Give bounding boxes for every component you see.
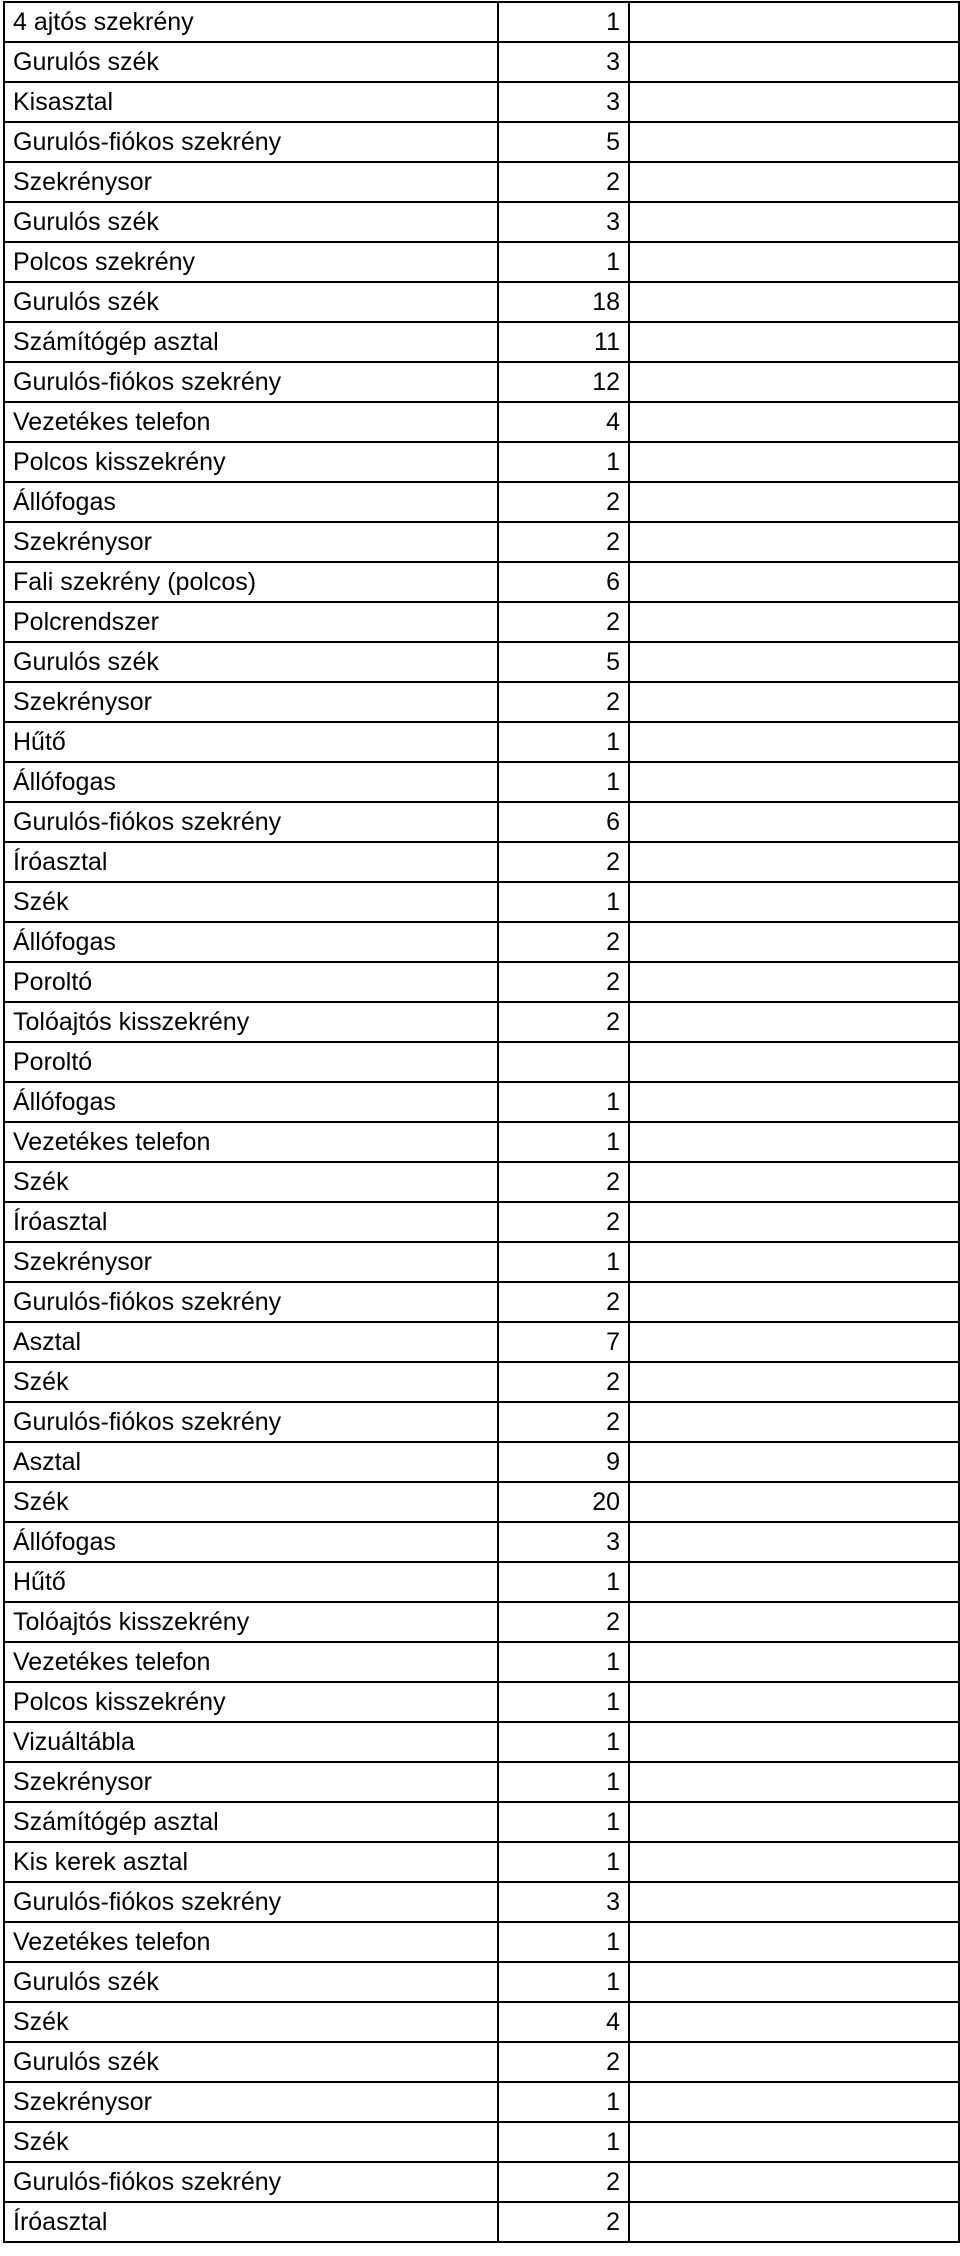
table-row: [4, 682, 959, 722]
quantity-cell[interactable]: 6: [498, 802, 629, 842]
empty-cell[interactable]: [629, 2042, 959, 2082]
quantity-cell[interactable]: 1: [498, 1802, 629, 1842]
quantity-cell[interactable]: 1: [498, 722, 629, 762]
table-row: [4, 82, 959, 122]
table-row: [4, 282, 959, 322]
item-name-cell[interactable]: Poroltó: [4, 962, 498, 1002]
quantity-cell[interactable]: 1: [498, 1842, 629, 1882]
item-name-cell[interactable]: 4 ajtós szekrény: [4, 2, 498, 42]
empty-cell[interactable]: [629, 42, 959, 82]
empty-cell[interactable]: [629, 562, 959, 602]
table-row: [4, 402, 959, 442]
table-row: [4, 1802, 959, 1842]
item-name-cell[interactable]: Szék: [4, 2122, 498, 2162]
table-row: [4, 2122, 959, 2162]
item-name-cell[interactable]: Vizuáltábla: [4, 1722, 498, 1762]
quantity-cell[interactable]: [498, 1042, 629, 1082]
table-row: [4, 2002, 959, 2042]
empty-cell[interactable]: [629, 202, 959, 242]
table-row: [4, 362, 959, 402]
quantity-cell[interactable]: 2: [498, 1362, 629, 1402]
quantity-cell[interactable]: 2: [498, 2042, 629, 2082]
item-name-cell[interactable]: Szék: [4, 1162, 498, 1202]
quantity-cell[interactable]: 5: [498, 642, 629, 682]
table-row: [4, 762, 959, 802]
item-name-cell[interactable]: Gurulós szék: [4, 202, 498, 242]
empty-cell[interactable]: [629, 1082, 959, 1122]
table-row: [4, 1042, 959, 1082]
item-name-cell[interactable]: Állófogas: [4, 1082, 498, 1122]
empty-cell[interactable]: [629, 2002, 959, 2042]
empty-cell[interactable]: [629, 1962, 959, 2002]
quantity-cell[interactable]: 2: [498, 162, 629, 202]
empty-cell[interactable]: [629, 1362, 959, 1402]
quantity-cell[interactable]: 1: [498, 1762, 629, 1802]
empty-cell[interactable]: [629, 1682, 959, 1722]
table-row: [4, 1082, 959, 1122]
empty-cell[interactable]: [629, 1042, 959, 1082]
quantity-cell[interactable]: 2: [498, 682, 629, 722]
quantity-cell[interactable]: 2: [498, 1602, 629, 1642]
item-name-cell[interactable]: Gurulós szék: [4, 2042, 498, 2082]
quantity-cell[interactable]: 7: [498, 1322, 629, 1362]
quantity-cell[interactable]: 1: [498, 2122, 629, 2162]
quantity-cell[interactable]: 2: [498, 842, 629, 882]
table-row: [4, 1202, 959, 1242]
table-row: [4, 1522, 959, 1562]
table-row: [4, 1162, 959, 1202]
table-row: [4, 1762, 959, 1802]
item-name-cell[interactable]: Gurulós-fiókos szekrény: [4, 362, 498, 402]
item-name-cell[interactable]: Szekrénysor: [4, 2082, 498, 2122]
empty-cell[interactable]: [629, 362, 959, 402]
empty-cell[interactable]: [629, 1802, 959, 1842]
empty-cell[interactable]: [629, 642, 959, 682]
quantity-cell[interactable]: 4: [498, 402, 629, 442]
empty-cell[interactable]: [629, 1922, 959, 1962]
table-row: [4, 1402, 959, 1442]
quantity-cell[interactable]: 1: [498, 242, 629, 282]
empty-cell[interactable]: [629, 1002, 959, 1042]
item-name-cell[interactable]: Szekrénysor: [4, 1242, 498, 1282]
quantity-cell[interactable]: 1: [498, 1082, 629, 1122]
empty-cell[interactable]: [629, 1322, 959, 1362]
quantity-cell[interactable]: 1: [498, 2, 629, 42]
item-name-cell[interactable]: Szék: [4, 1362, 498, 1402]
empty-cell[interactable]: [629, 1442, 959, 1482]
table-row: [4, 322, 959, 362]
empty-cell[interactable]: [629, 1282, 959, 1322]
table-row: [4, 122, 959, 162]
item-name-cell[interactable]: Állófogas: [4, 762, 498, 802]
table-row: [4, 842, 959, 882]
item-name-cell[interactable]: Gurulós-fiókos szekrény: [4, 1282, 498, 1322]
table-row: [4, 1322, 959, 1362]
empty-cell[interactable]: [629, 2082, 959, 2122]
item-name-cell[interactable]: Gurulós-fiókos szekrény: [4, 1882, 498, 1922]
quantity-cell[interactable]: 1: [498, 1642, 629, 1682]
empty-cell[interactable]: [629, 82, 959, 122]
item-name-cell[interactable]: Íróasztal: [4, 1202, 498, 1242]
quantity-cell[interactable]: 2: [498, 962, 629, 1002]
item-name-cell[interactable]: Íróasztal: [4, 842, 498, 882]
table-row: [4, 802, 959, 842]
quantity-cell[interactable]: 20: [498, 1482, 629, 1522]
table-row: [4, 2, 959, 42]
item-name-cell[interactable]: Polcos kisszekrény: [4, 1682, 498, 1722]
item-name-cell[interactable]: Polcos szekrény: [4, 242, 498, 282]
item-name-cell[interactable]: Hűtő: [4, 722, 498, 762]
item-name-cell[interactable]: Kis kerek asztal: [4, 1842, 498, 1882]
table-row: [4, 2082, 959, 2122]
quantity-cell[interactable]: 11: [498, 322, 629, 362]
quantity-cell[interactable]: 2: [498, 602, 629, 642]
quantity-cell[interactable]: 1: [498, 1962, 629, 2002]
item-name-cell[interactable]: Szék: [4, 882, 498, 922]
empty-cell[interactable]: [629, 1522, 959, 1562]
quantity-cell[interactable]: 2: [498, 1202, 629, 1242]
item-name-cell[interactable]: Vezetékes telefon: [4, 1922, 498, 1962]
inventory-table: [3, 1, 960, 2243]
empty-cell[interactable]: [629, 2162, 959, 2202]
item-name-cell[interactable]: Szék: [4, 1482, 498, 1522]
quantity-cell[interactable]: 2: [498, 1402, 629, 1442]
table-row: [4, 1362, 959, 1402]
item-name-cell[interactable]: Gurulós-fiókos szekrény: [4, 122, 498, 162]
table-row: [4, 1682, 959, 1722]
table-row: [4, 2042, 959, 2082]
empty-cell[interactable]: [629, 2202, 959, 2242]
table-row: [4, 1722, 959, 1762]
item-name-cell[interactable]: Asztal: [4, 1442, 498, 1482]
empty-cell[interactable]: [629, 122, 959, 162]
table-row: [4, 602, 959, 642]
empty-cell[interactable]: [629, 1482, 959, 1522]
empty-cell[interactable]: [629, 1122, 959, 1162]
table-row: [4, 242, 959, 282]
item-name-cell[interactable]: Hűtő: [4, 1562, 498, 1602]
quantity-cell[interactable]: 1: [498, 1722, 629, 1762]
empty-cell[interactable]: [629, 922, 959, 962]
item-name-cell[interactable]: Kisasztal: [4, 82, 498, 122]
quantity-cell[interactable]: 3: [498, 1522, 629, 1562]
table-row: [4, 202, 959, 242]
quantity-cell[interactable]: 1: [498, 1562, 629, 1602]
empty-cell[interactable]: [629, 682, 959, 722]
empty-cell[interactable]: [629, 1722, 959, 1762]
quantity-cell[interactable]: 3: [498, 202, 629, 242]
item-name-cell[interactable]: Szekrénysor: [4, 1762, 498, 1802]
table-row: [4, 1562, 959, 1602]
item-name-cell[interactable]: Polcos kisszekrény: [4, 442, 498, 482]
table-row: [4, 42, 959, 82]
empty-cell[interactable]: [629, 962, 959, 1002]
item-name-cell[interactable]: Gurulós-fiókos szekrény: [4, 2162, 498, 2202]
quantity-cell[interactable]: 1: [498, 2082, 629, 2122]
quantity-cell[interactable]: 12: [498, 362, 629, 402]
item-name-cell[interactable]: Gurulós szék: [4, 282, 498, 322]
item-name-cell[interactable]: Asztal: [4, 1322, 498, 1362]
item-name-cell[interactable]: Tolóajtós kisszekrény: [4, 1602, 498, 1642]
empty-cell[interactable]: [629, 282, 959, 322]
item-name-cell[interactable]: Vezetékes telefon: [4, 1642, 498, 1682]
quantity-cell[interactable]: 2: [498, 1282, 629, 1322]
table-row: [4, 1922, 959, 1962]
table-row: [4, 1442, 959, 1482]
quantity-cell[interactable]: 2: [498, 482, 629, 522]
quantity-cell[interactable]: 2: [498, 1002, 629, 1042]
item-name-cell[interactable]: Gurulós-fiókos szekrény: [4, 802, 498, 842]
quantity-cell[interactable]: 1: [498, 1122, 629, 1162]
empty-cell[interactable]: [629, 322, 959, 362]
empty-cell[interactable]: [629, 1402, 959, 1442]
table-row: [4, 1482, 959, 1522]
quantity-cell[interactable]: 2: [498, 922, 629, 962]
empty-cell[interactable]: [629, 1242, 959, 1282]
table-row: [4, 1842, 959, 1882]
table-row: [4, 442, 959, 482]
empty-cell[interactable]: [629, 602, 959, 642]
quantity-cell[interactable]: 2: [498, 2162, 629, 2202]
quantity-cell[interactable]: 2: [498, 2202, 629, 2242]
item-name-cell[interactable]: Szekrénysor: [4, 522, 498, 562]
empty-cell[interactable]: [629, 722, 959, 762]
table-row: [4, 2162, 959, 2202]
quantity-cell[interactable]: 2: [498, 522, 629, 562]
item-name-cell[interactable]: Állófogas: [4, 1522, 498, 1562]
quantity-cell[interactable]: 1: [498, 882, 629, 922]
quantity-cell[interactable]: 1: [498, 1242, 629, 1282]
empty-cell[interactable]: [629, 1842, 959, 1882]
quantity-cell[interactable]: 4: [498, 2002, 629, 2042]
empty-cell[interactable]: [629, 482, 959, 522]
empty-cell[interactable]: [629, 882, 959, 922]
item-name-cell[interactable]: Gurulós szék: [4, 642, 498, 682]
empty-cell[interactable]: [629, 1562, 959, 1602]
item-name-cell[interactable]: Számítógép asztal: [4, 1802, 498, 1842]
item-name-cell[interactable]: Vezetékes telefon: [4, 1122, 498, 1162]
quantity-cell[interactable]: 1: [498, 1922, 629, 1962]
item-name-cell[interactable]: Íróasztal: [4, 2202, 498, 2242]
empty-cell[interactable]: [629, 442, 959, 482]
item-name-cell[interactable]: Vezetékes telefon: [4, 402, 498, 442]
quantity-cell[interactable]: 2: [498, 1162, 629, 1202]
inventory-table-body: [4, 2, 959, 2242]
quantity-cell[interactable]: 9: [498, 1442, 629, 1482]
table-row: [4, 562, 959, 602]
empty-cell[interactable]: [629, 242, 959, 282]
table-row: [4, 1962, 959, 2002]
table-row: [4, 722, 959, 762]
quantity-cell[interactable]: 1: [498, 1682, 629, 1722]
quantity-cell[interactable]: 18: [498, 282, 629, 322]
table-row: [4, 922, 959, 962]
empty-cell[interactable]: [629, 1642, 959, 1682]
table-row: [4, 2202, 959, 2242]
table-row: [4, 1242, 959, 1282]
table-row: [4, 882, 959, 922]
table-row: [4, 1882, 959, 1922]
quantity-cell[interactable]: 1: [498, 442, 629, 482]
empty-cell[interactable]: [629, 1762, 959, 1802]
table-row: [4, 1122, 959, 1162]
quantity-cell[interactable]: 6: [498, 562, 629, 602]
quantity-cell[interactable]: 3: [498, 82, 629, 122]
table-row: [4, 162, 959, 202]
item-name-cell[interactable]: Polcrendszer: [4, 602, 498, 642]
item-name-cell[interactable]: Gurulós-fiókos szekrény: [4, 1402, 498, 1442]
item-name-cell[interactable]: Számítógép asztal: [4, 322, 498, 362]
item-name-cell[interactable]: Tolóajtós kisszekrény: [4, 1002, 498, 1042]
table-row: [4, 522, 959, 562]
item-name-cell[interactable]: Poroltó: [4, 1042, 498, 1082]
item-name-cell[interactable]: Állófogas: [4, 922, 498, 962]
item-name-cell[interactable]: Szekrénysor: [4, 682, 498, 722]
quantity-cell[interactable]: 3: [498, 42, 629, 82]
empty-cell[interactable]: [629, 1162, 959, 1202]
empty-cell[interactable]: [629, 842, 959, 882]
table-row: [4, 482, 959, 522]
empty-cell[interactable]: [629, 762, 959, 802]
empty-cell[interactable]: [629, 1882, 959, 1922]
empty-cell[interactable]: [629, 402, 959, 442]
item-name-cell[interactable]: Fali szekrény (polcos): [4, 562, 498, 602]
item-name-cell[interactable]: Gurulós szék: [4, 1962, 498, 2002]
quantity-cell[interactable]: 1: [498, 762, 629, 802]
empty-cell[interactable]: [629, 522, 959, 562]
item-name-cell[interactable]: Állófogas: [4, 482, 498, 522]
empty-cell[interactable]: [629, 802, 959, 842]
quantity-cell[interactable]: 3: [498, 1882, 629, 1922]
empty-cell[interactable]: [629, 162, 959, 202]
empty-cell[interactable]: [629, 2, 959, 42]
table-row: [4, 1602, 959, 1642]
table-row: [4, 1642, 959, 1682]
table-row: [4, 962, 959, 1002]
item-name-cell[interactable]: Szék: [4, 2002, 498, 2042]
quantity-cell[interactable]: 5: [498, 122, 629, 162]
empty-cell[interactable]: [629, 1602, 959, 1642]
item-name-cell[interactable]: Szekrénysor: [4, 162, 498, 202]
empty-cell[interactable]: [629, 2122, 959, 2162]
table-row: [4, 642, 959, 682]
table-row: [4, 1002, 959, 1042]
item-name-cell[interactable]: Gurulós szék: [4, 42, 498, 82]
empty-cell[interactable]: [629, 1202, 959, 1242]
table-row: [4, 1282, 959, 1322]
